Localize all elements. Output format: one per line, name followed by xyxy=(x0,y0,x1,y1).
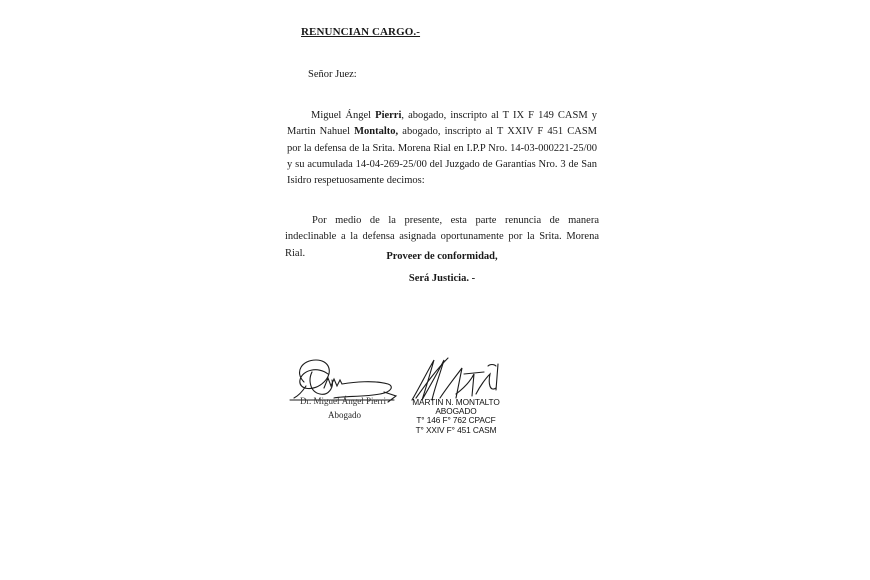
intro-text-2: abogado, inscripto al T XXIV F 451 CASM por la defensa de la Srita. Morena Rial en I.P.P Nro. 14-03-000221-25/00 y su acumulada 14-04-269-25/00 del Juzgado de Garantías Nro. 3 de San Isidro respetuosamente decimos: xyxy=(287,126,597,187)
signer-name: Dr. Miguel Ángel Pierri xyxy=(300,396,386,406)
paragraph-introduction xyxy=(287,108,597,189)
signature-block-montalto xyxy=(404,354,514,439)
stamp-name: MARTIN N. MONTALTO xyxy=(412,397,500,407)
stamp-role: ABOGADO xyxy=(435,406,477,417)
salutation: Señor Juez: xyxy=(308,69,357,80)
lawyer1-first-names: Miguel Ángel xyxy=(311,110,376,121)
stamp-registration-cpacf: T° 146 F° 762 CPACF xyxy=(416,415,496,426)
stamp-registration-casm: T° XXIV F° 451 CASM xyxy=(415,424,497,435)
intro-text-1: , abogado, inscripto al T IX F 149 CASM y Martin Nahuel xyxy=(287,110,597,138)
lawyer2-surname: Montalto, xyxy=(354,126,399,138)
lawyer-stamp xyxy=(408,398,504,435)
lawyer1-surname: Pierri xyxy=(375,110,402,121)
signer-role: Abogado xyxy=(328,410,361,420)
signature-block-pierri xyxy=(284,352,404,432)
document-title: RENUNCIAN CARGO.- xyxy=(301,26,421,38)
closing-justice: Será Justicia. - xyxy=(408,273,476,284)
closing-provision: Proveer de conformidad, xyxy=(386,251,498,262)
resignation-text: Por medio de la presente, esta parte renuncia de manera indeclinable a la defensa asignada oportunamente por la Srita. Morena Rial. xyxy=(285,215,599,259)
